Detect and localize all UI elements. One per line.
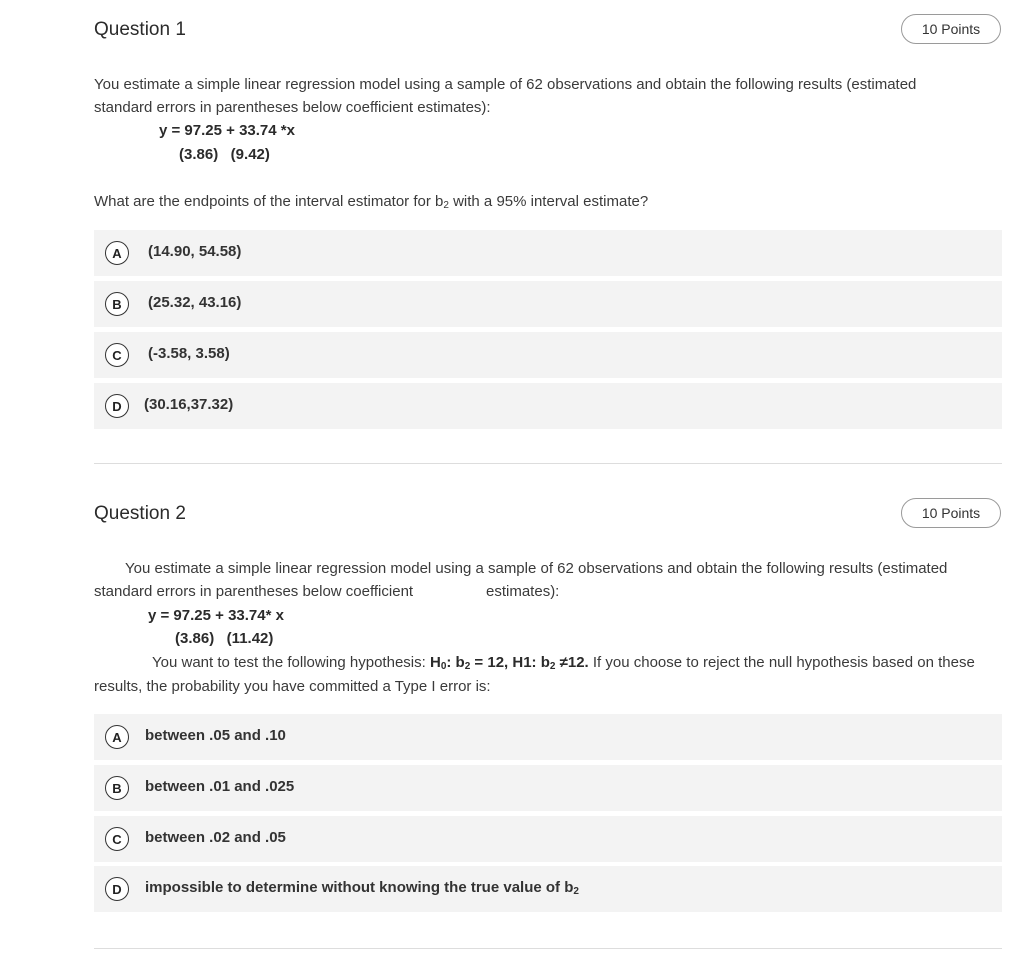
option-text: (30.16,37.32) <box>144 396 234 413</box>
question-1-prompt: What are the endpoints of the interval estimator for $b_2$ with a 95% interval estimate? <box>94 193 649 211</box>
question-1-std-errors: (3.86) (9.42) <box>179 146 270 163</box>
option-text: between .02 and .05 <box>145 829 286 846</box>
question-2-intro-line2b: estimates): <box>486 583 560 600</box>
option-letter-b-icon: B <box>105 776 129 800</box>
question-1-option-b[interactable] <box>94 281 1002 327</box>
question-1-option-a[interactable] <box>94 230 1002 276</box>
question-2-title: Question 2 <box>94 503 186 524</box>
question-2-hypothesis-line2: results, the probability you have committed a Type I error is: <box>94 678 491 695</box>
option-letter-a-icon: A <box>105 241 129 265</box>
question-1-intro-line1: You estimate a simple linear regression model using a sample of 62 observations and obtain the following results (estimated <box>94 76 917 93</box>
option-text: (-3.58, 3.58) <box>148 345 230 362</box>
question-1-option-d[interactable] <box>94 383 1002 429</box>
question-2-option-b[interactable] <box>94 765 1002 811</box>
question-2-equation: y = 97.25 + 33.74* x <box>148 607 284 624</box>
option-letter-d-icon: D <box>105 877 129 901</box>
question-2-points-badge: 10 Points <box>901 498 1001 528</box>
option-letter-a-icon: A <box>105 725 129 749</box>
option-text: (25.32, 43.16) <box>148 294 242 311</box>
option-letter-d-icon: D <box>105 394 129 418</box>
option-text: between .01 and .025 <box>145 778 295 795</box>
question-2-std-errors: (3.86) (11.42) <box>175 630 274 647</box>
option-letter-c-icon: C <box>105 827 129 851</box>
question-2-option-c[interactable] <box>94 816 1002 862</box>
question-2-hypothesis-line1: You want to test the following hypothesis: $H_0$: $b_2 = 12$, H1: $b_2 \ne 12$. If you choose to reject the null hypothesis based on these <box>152 654 975 672</box>
question-2-option-d[interactable] <box>94 866 1002 912</box>
option-letter-c-icon: C <box>105 343 129 367</box>
question-1-points-badge: 10 Points <box>901 14 1001 44</box>
option-letter-b-icon: B <box>105 292 129 316</box>
option-text: (14.90, 54.58) <box>148 243 242 260</box>
question-2-option-a[interactable] <box>94 714 1002 760</box>
question-1-option-c[interactable] <box>94 332 1002 378</box>
question-2-intro-line2a: standard errors in parentheses below coefficient <box>94 583 414 600</box>
question-divider <box>94 948 1002 949</box>
question-1-title: Question 1 <box>94 19 186 40</box>
option-text: impossible to determine without knowing the true value of $b_2$ <box>145 879 579 897</box>
question-1-intro-line2: standard errors in parentheses below coefficient estimates): <box>94 99 491 116</box>
question-2-intro-line1: You estimate a simple linear regression model using a sample of 62 observations and obtain the following results (estimated <box>125 560 948 577</box>
question-divider <box>94 463 1002 464</box>
question-1-equation: y = 97.25 + 33.74 *x <box>159 122 295 139</box>
option-text: between .05 and .10 <box>145 727 286 744</box>
